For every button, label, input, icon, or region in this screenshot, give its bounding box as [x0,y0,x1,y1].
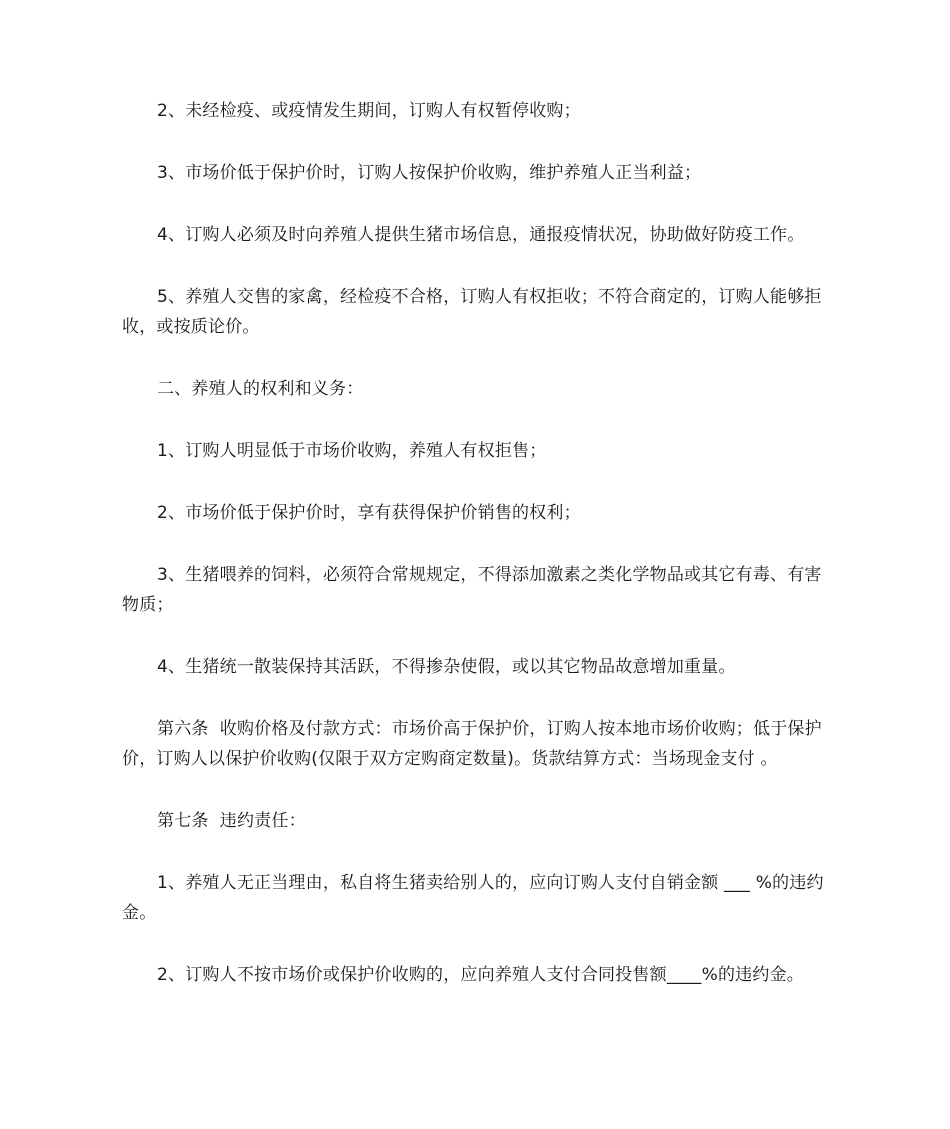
paragraph-liability-1: 1、养殖人无正当理由，私自将生猪卖给别人的，应向订购人支付自销金额 ___ %的违约金。 [122,873,824,923]
section-heading-farmer-rights: 二、养殖人的权利和义务： [157,379,364,399]
paragraph-farmer-right-2: 2、市场价低于保护价时，享有获得保护价销售的权利； [157,503,581,523]
paragraph-buyer-right-2: 2、未经检疫、或疫情发生期间，订购人有权暂停收购； [157,101,581,121]
paragraph-farmer-right-4: 4、生猪统一散装保持其活跃，不得掺杂使假，或以其它物品故意增加重量。 [157,657,736,677]
paragraph-buyer-right-4: 4、订购人必须及时向养殖人提供生猪市场信息，通报疫情状况，协助做好防疫工作。 [157,225,805,245]
paragraph-liability-2: 2、订购人不按市场价或保护价收购的，应向养殖人支付合同投售额____%的违约金。 [157,965,804,985]
document-body [122,96,832,990]
paragraph-buyer-right-5: 5、养殖人交售的家禽，经检疫不合格，订购人有权拒收；不符合商定的，订购人能够拒收，或按质论价。 [122,287,822,337]
paragraph-farmer-right-1: 1、订购人明显低于市场价收购，养殖人有权拒售； [157,441,547,461]
article-six-pricing-payment: 第六条 收购价格及付款方式：市场价高于保护价，订购人按本地市场价收购；低于保护价，订购人以保护价收购(仅限于双方定购商定数量)。货款结算方式：当场现金支付 。 [122,719,822,769]
article-seven-heading: 第七条 违约责任： [157,811,306,831]
paragraph-buyer-right-3: 3、市场价低于保护价时，订购人按保护价收购，维护养殖人正当利益； [157,163,702,183]
paragraph-farmer-right-3: 3、生猪喂养的饲料，必须符合常规规定，不得添加激素之类化学物品或其它有毒、有害物质； [122,565,822,615]
